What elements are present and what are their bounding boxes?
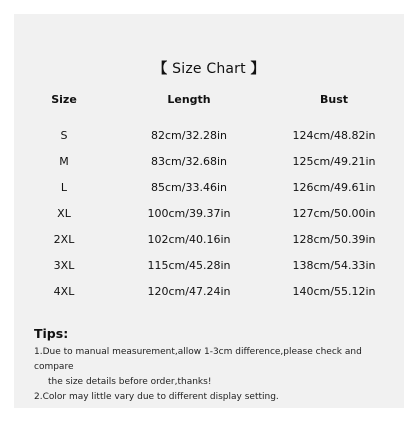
table-row [14,122,404,148]
tip-1-line-1: 1.Due to manual measurement,allow 1-3cm difference,please check and compare [34,347,362,372]
cell-length: 120cm/47.24in [147,284,231,298]
header-bust: Bust [319,92,349,106]
cell-length: 102cm/40.16in [147,232,231,246]
title-bracket-close: 】 [250,61,265,77]
tip-item [34,390,394,405]
table-row [14,226,404,252]
cell-length: 85cm/33.46in [151,180,227,194]
cell-size: 4XL [53,284,75,298]
cell-size: XL [57,206,71,220]
cell-bust: 127cm/50.00in [292,206,376,220]
tip-1-line-2: the size details before order,thanks! [48,377,212,387]
table-row [14,148,404,174]
table-row [14,200,404,226]
table-row [14,252,404,278]
cell-length: 115cm/45.28in [147,258,231,272]
title-bracket-open: 【 [153,61,168,77]
cell-length: 83cm/32.68in [151,154,227,168]
table-row [14,174,404,200]
cell-bust: 138cm/54.33in [292,258,376,272]
title-text: Size Chart [172,61,246,77]
cell-bust: 128cm/50.39in [292,232,376,246]
header-size: Size [51,92,77,106]
cell-size: 3XL [53,258,75,272]
table-header-row [14,86,404,112]
cell-size: L [60,180,68,194]
cell-size: 2XL [53,232,75,246]
cell-length: 82cm/32.28in [151,128,227,142]
size-table [14,86,404,304]
cell-length: 100cm/39.37in [147,206,231,220]
size-chart-card [14,14,404,408]
cell-size: S [60,128,68,142]
tips-section [34,326,394,405]
cell-bust: 125cm/49.21in [292,154,376,168]
cell-bust: 140cm/55.12in [292,284,376,298]
tip-item [34,345,394,390]
cell-bust: 124cm/48.82in [292,128,376,142]
tips-title: Tips: [34,326,69,341]
cell-size: M [59,154,69,168]
cell-bust: 126cm/49.61in [292,180,376,194]
table-row [14,278,404,304]
tip-2-line-1: 2.Color may little vary due to different display setting. [34,392,279,402]
header-length: Length [167,92,211,106]
size-chart-title [14,58,404,78]
